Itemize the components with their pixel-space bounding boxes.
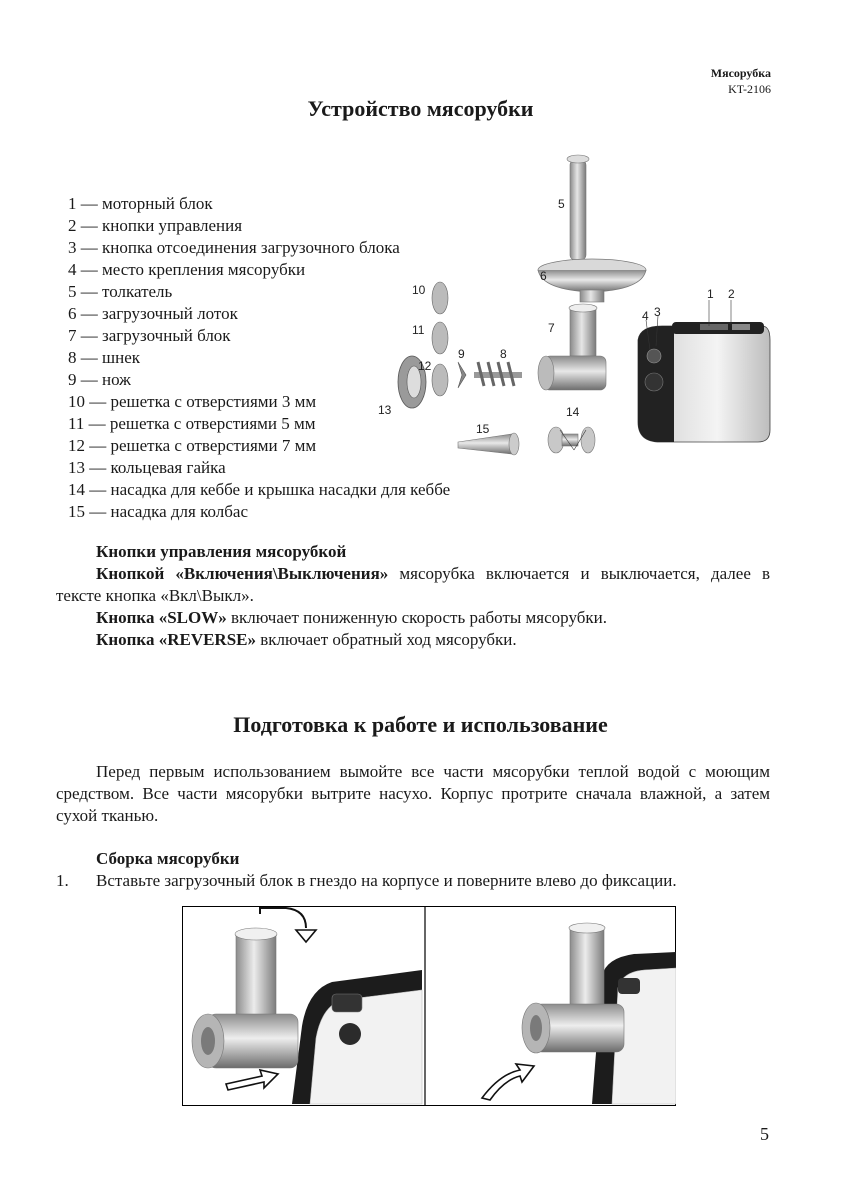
parts-list-item: 1 — моторный блок [68,194,213,213]
header-model: KT-2106 [728,82,771,96]
pusher-part [567,155,589,260]
diagram-label-10: 10 [412,283,426,297]
parts-list-item: 12 — решетка с отверстиями 7 мм [68,436,317,455]
parts-list-item: 9 — нож [68,370,131,389]
controls-section [56,541,770,651]
parts-list-item: 4 — место крепления мясорубки [68,260,306,279]
power-button-name: Кнопкой «Включения\Выключения» [96,564,389,583]
diagram-label-9: 9 [458,347,465,361]
kebbe-nozzle-part [548,427,595,453]
controls-paragraph-power [56,563,770,607]
diagram-label-5: 5 [558,197,565,211]
parts-list-item: 3 — кнопка отсоединения загрузочного блока [68,238,400,257]
assembly-illustration [182,906,676,1106]
parts-list-item: 13 — кольцевая гайка [68,458,226,477]
parts-list-item: 11 — решетка с отверстиями 5 мм [68,414,316,433]
reverse-button-name: Кнопка «REVERSE» [96,630,257,649]
preparation-paragraph: Перед первым использованием вымойте все части мясорубки теплой водой с моющим средством. Все части мясорубки вытрите насухо. Корпус протрите сначала влажной, а затем сухой тканью. [56,762,770,825]
motor-block-part [638,322,770,442]
controls-heading: Кнопки управления мясорубкой [96,542,347,561]
tray-part [538,259,646,302]
diagram-label-7: 7 [548,321,555,335]
grinding-plates-part [432,282,448,396]
controls-paragraph-reverse [56,629,770,651]
parts-list-item: 15 — насадка для колбас [68,502,248,521]
parts-list-item: 10 — решетка с отверстиями 3 мм [68,392,317,411]
assembly-section [56,848,770,892]
slow-button-description: включает пониженную скорость работы мясорубки. [226,608,607,627]
diagram-label-14: 14 [566,405,580,419]
reverse-button-description: включает обратный ход мясорубки. [256,630,517,649]
diagram-label-2: 2 [728,287,735,301]
diagram-label-8: 8 [500,347,507,361]
diagram-label-3: 3 [654,305,661,319]
power-button-description: мясорубка включается и выключается, далее в тексте кнопка «Вкл\Выкл». [56,564,771,605]
auger-part [474,362,522,386]
diagram-label-15: 15 [476,422,490,436]
sausage-nozzle-part [458,433,519,455]
grinder-exploded-diagram [370,150,780,470]
diagram-label-6: 6 [540,269,547,283]
assembly-step-1 [56,870,770,892]
parts-list-item: 6 — загрузочный лоток [68,304,238,323]
knife-part [458,362,466,388]
diagram-label-4: 4 [642,309,649,323]
page-number: 5 [760,1124,769,1144]
parts-list-item: 14 — насадка для кеббе и крышка насадки для кеббе [68,480,451,499]
step-text: Вставьте загрузочный блок в гнездо на корпусе и поверните влево до фиксации. [96,871,677,890]
diagram-label-11: 11 [412,323,425,337]
slow-button-name: Кнопка «SLOW» [96,608,227,627]
parts-list-item: 7 — загрузочный блок [68,326,231,345]
section-title-preparation: Подготовка к работе и использование [233,712,608,737]
diagram-label-1: 1 [707,287,714,301]
parts-list-item: 2 — кнопки управления [68,216,243,235]
diagram-label-13: 13 [378,403,392,417]
parts-list-item: 8 — шнек [68,348,140,367]
feed-block-part [538,304,606,390]
assembly-heading: Сборка мясорубки [96,849,240,868]
header-product: Мясорубка [710,66,771,80]
step-number: 1. [56,871,69,890]
parts-list-item: 5 — толкатель [68,282,173,301]
section-title-device: Устройство мясорубки [307,96,534,121]
diagram-label-12: 12 [418,359,432,373]
controls-paragraph-slow [56,607,770,629]
